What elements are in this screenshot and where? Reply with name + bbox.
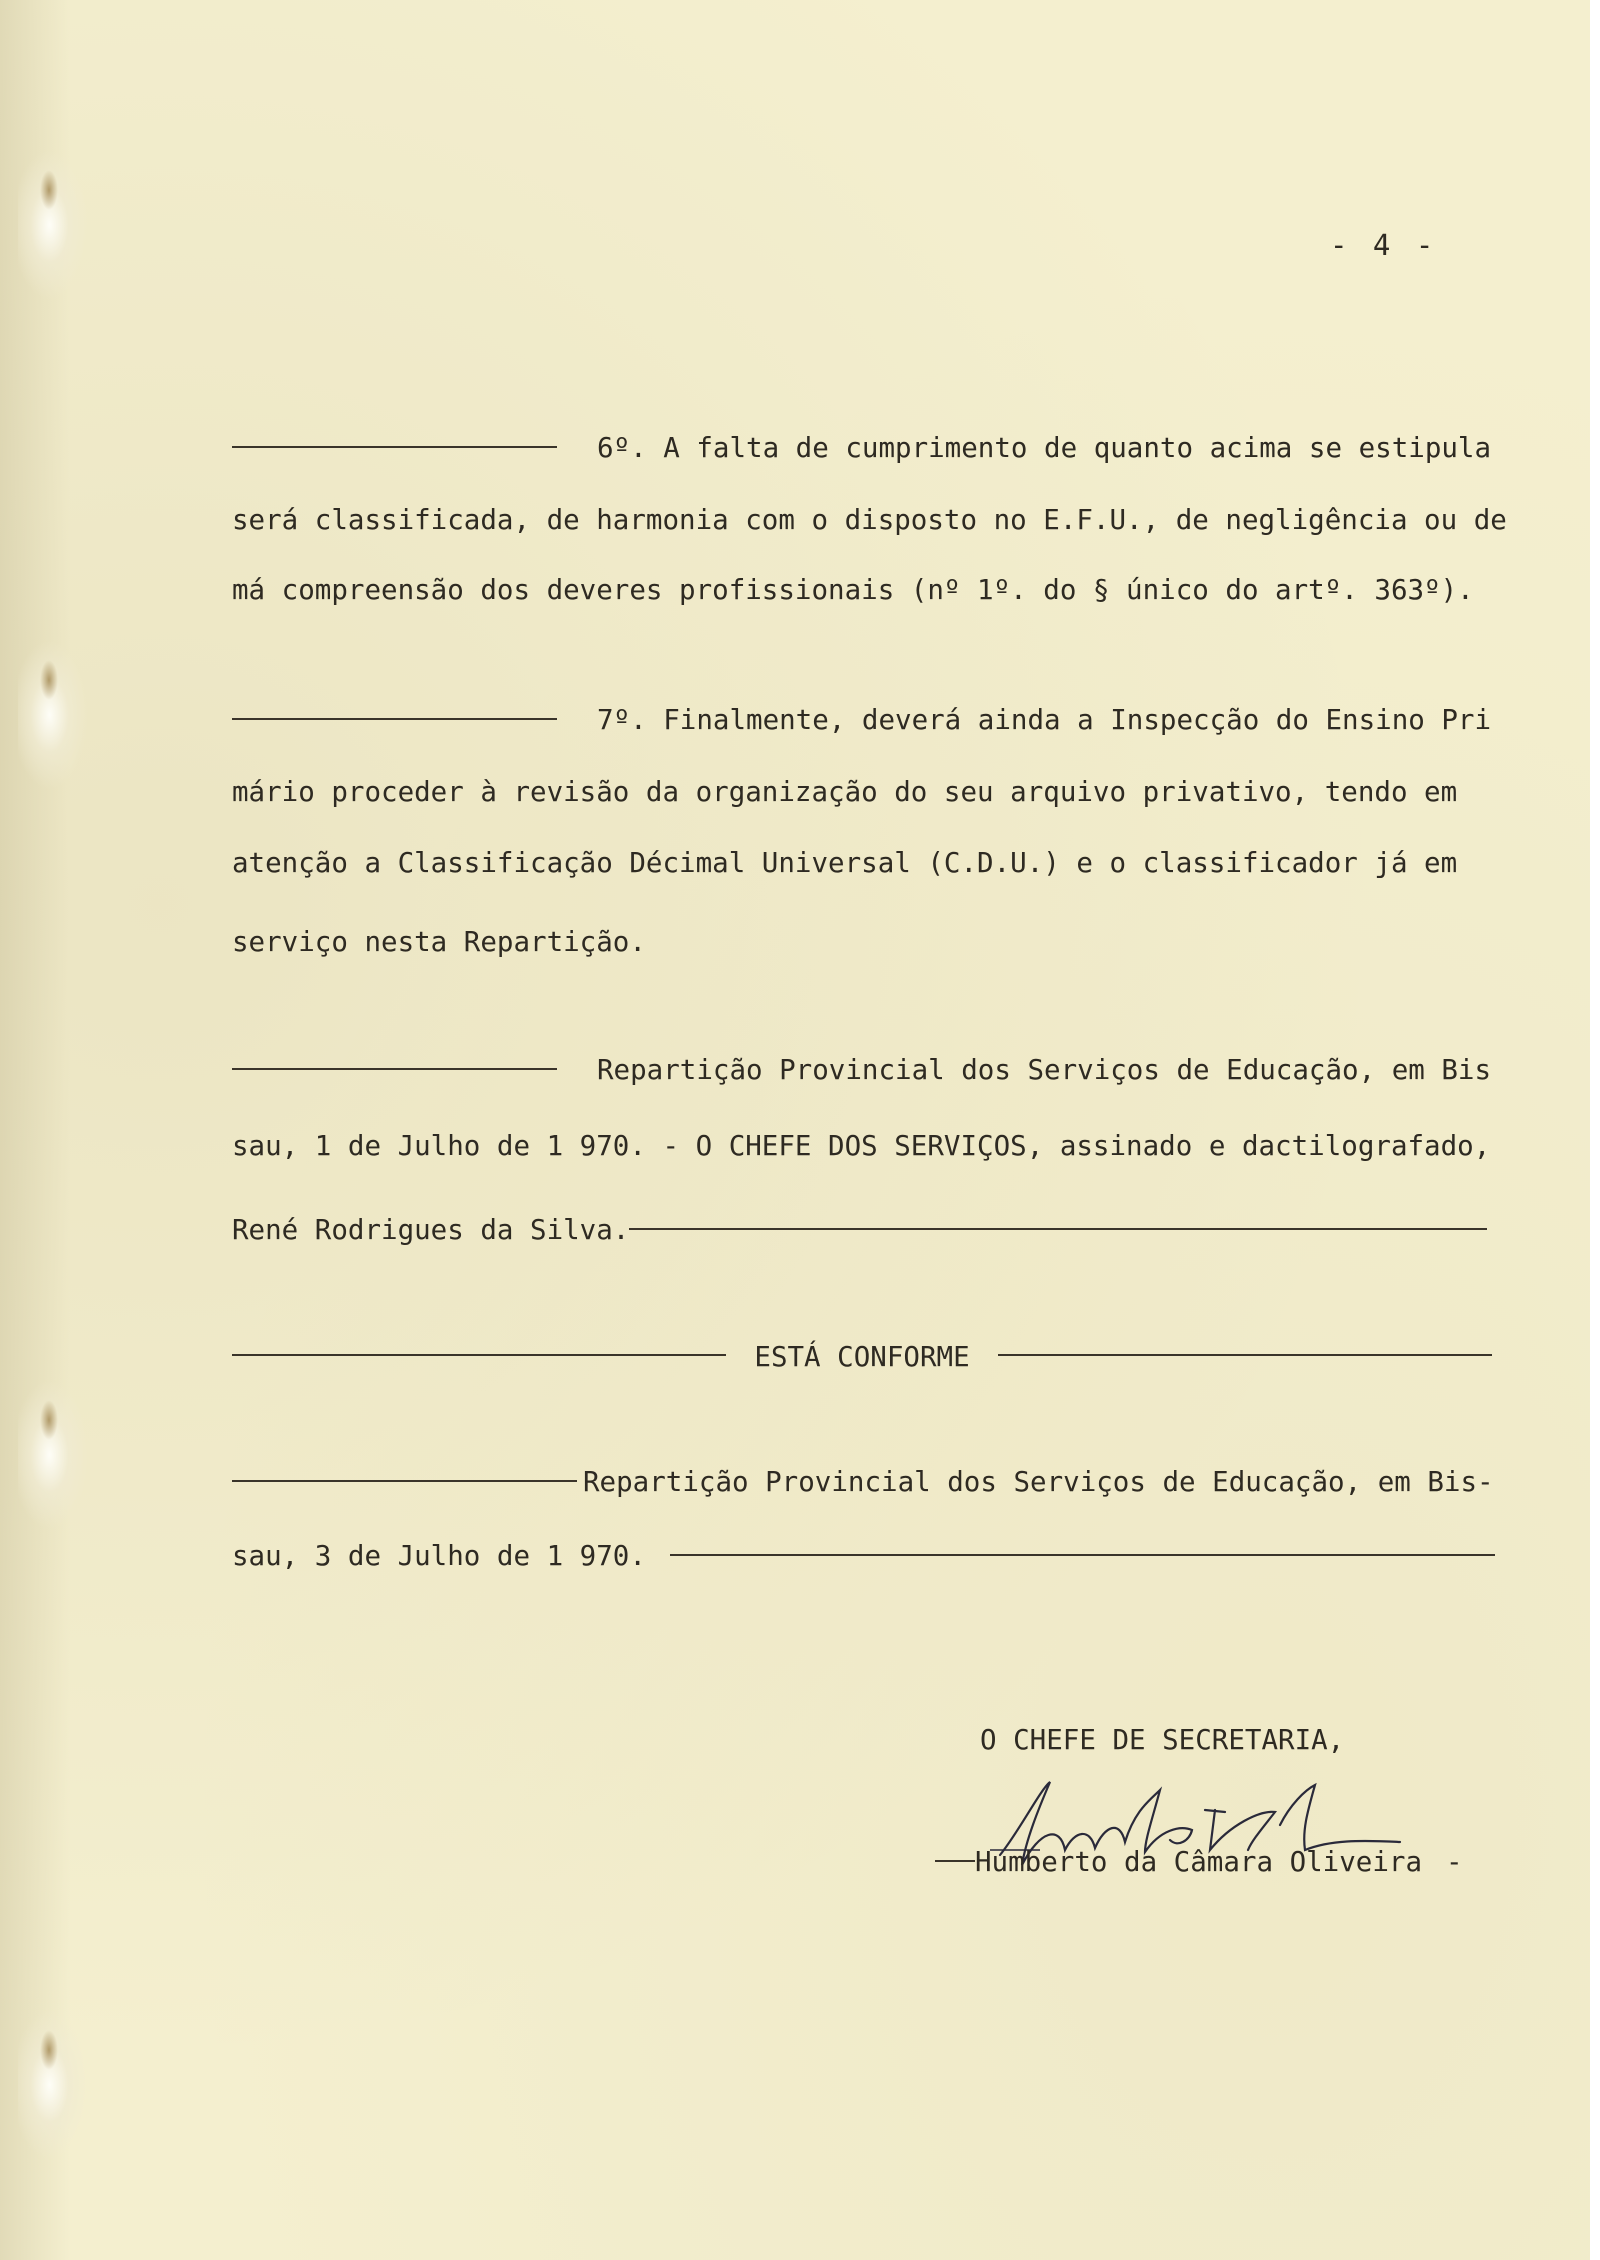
punch-hole	[18, 640, 88, 790]
conforme-heading	[232, 1337, 1492, 1377]
signature-name-text: Humberto da Câmara Oliveira	[975, 1846, 1423, 1878]
closing-2-text-2: sau, 3 de Julho de 1 970.	[232, 1540, 646, 1572]
leader-dash	[935, 1860, 975, 1862]
paragraph-7-line-4: serviço nesta Repartição.	[232, 926, 646, 958]
punch-hole	[18, 150, 88, 300]
closing-1-text-1: Repartição Provincial dos Serviços de Educação, em Bis	[597, 1054, 1492, 1086]
paragraph-6-line-1	[232, 428, 1502, 468]
leader-dash	[232, 1480, 577, 1482]
closing-1-line-2: sau, 1 de Julho de 1 970. - O CHEFE DOS SERVIÇOS, assinado e dactilografado,	[232, 1130, 1491, 1162]
closing-2-line-1	[232, 1462, 1502, 1502]
paragraph-7-text-1: 7º. Finalmente, deverá ainda a Inspecção do Ensino Pri	[597, 704, 1492, 736]
paragraph-7-line-2: mário proceder à revisão da organização do seu arquivo privativo, tendo em	[232, 776, 1458, 808]
trailing-dash	[670, 1554, 1495, 1556]
signature-name	[935, 1846, 1463, 1878]
paragraph-6-line-2: será classificada, de harmonia com o disposto no E.F.U., de negligência ou de	[232, 504, 1507, 536]
trailing-dash	[998, 1354, 1492, 1356]
conforme-text: ESTÁ CONFORME	[754, 1341, 970, 1373]
punch-hole	[18, 2010, 88, 2160]
paragraph-6-text-1: 6º. A falta de cumprimento de quanto acima se estipula	[597, 432, 1492, 464]
left-margin-shade	[0, 0, 70, 2260]
closing-2-text-1: Repartição Provincial dos Serviços de Educação, em Bis-	[583, 1466, 1494, 1498]
page-number: - 4 -	[1330, 228, 1438, 262]
closing-1-text-3: René Rodrigues da Silva.	[232, 1214, 630, 1246]
paragraph-7-line-3: atenção a Classificação Décimal Universal (C.D.U.) e o classificador já em	[232, 847, 1458, 879]
leader-dash	[232, 1068, 557, 1070]
leader-dash	[232, 446, 557, 448]
paragraph-6-line-3: má compreensão dos deveres profissionais (nº 1º. do § único do artº. 363º).	[232, 574, 1474, 606]
closing-2-line-2	[232, 1536, 1502, 1576]
punch-hole	[18, 1380, 88, 1530]
trailing-dash	[629, 1228, 1487, 1230]
signature-title: O CHEFE DE SECRETARIA,	[980, 1724, 1345, 1756]
closing-1-line-1	[232, 1050, 1502, 1090]
closing-1-line-3	[232, 1210, 1502, 1250]
leader-dash	[232, 718, 557, 720]
trailing-mark: -	[1446, 1846, 1463, 1878]
paragraph-7-line-1	[232, 700, 1502, 740]
leader-dash	[232, 1354, 726, 1356]
